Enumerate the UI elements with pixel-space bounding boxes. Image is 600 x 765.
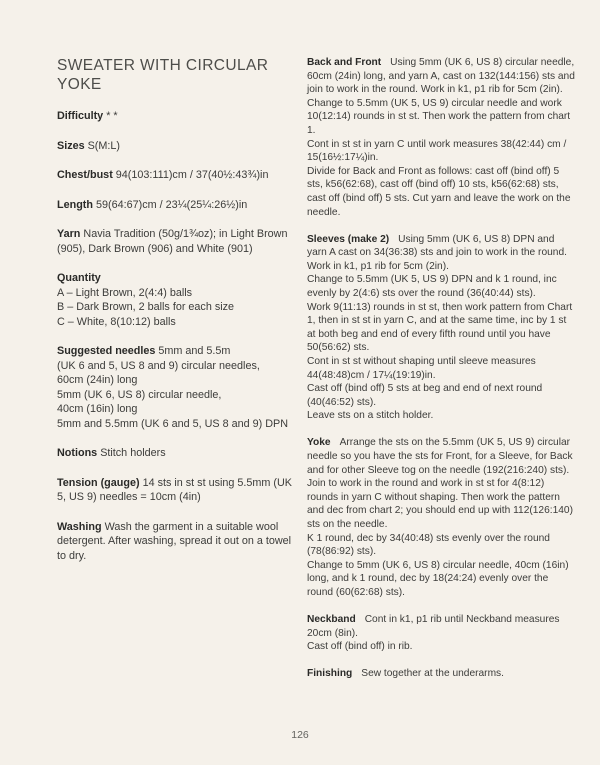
quantity-line-c: C – White, 8(10:12) balls — [57, 315, 176, 328]
spec-notions-value: Stitch holders — [100, 447, 166, 459]
neckband-text-1: Cont in k1, p1 rib until Neckband measures 20cm (8in). — [307, 614, 560, 639]
spec-notions — [57, 446, 297, 461]
needles-line-5: 5mm and 5.5mm (UK 6 and 5, US 8 and 9) DPN — [57, 417, 289, 430]
spec-tension-gauge — [57, 476, 297, 505]
finishing-paragraph-1 — [307, 667, 575, 681]
back-front-paragraph-4: Divide for Back and Front as follows: cast off (bind off) 5 sts, k56(62:68), cast off (bind off) 10 sts, k56(62:68) sts, cast off (bind off) 5 sts. Cut yarn and leave the work on the needle. — [307, 165, 571, 218]
spec-quantity — [57, 271, 297, 329]
spec-length-label: Length — [57, 198, 93, 211]
sleeves-paragraph-4: Cont in st st without shaping until sleeve measures 44(48:48)cm / 17¼(19:19)in. — [307, 355, 536, 381]
yoke-paragraph-2: Join to work in the round and work in st st for 4(8:12) rounds in yarn C without shaping. Then work the pattern and dec from chart 2; you should end up with 112(126:140) sts on the needle. — [307, 478, 573, 530]
sleeves-paragraph-6: Leave sts on a stitch holder. — [307, 410, 434, 422]
back-front-paragraph-2: Change to 5.5mm (UK 5, US 9) circular needle and work 10(12:14) rounds in st st. Then work the pattern from chart 1. — [307, 97, 571, 136]
back-front-paragraph-1 — [307, 56, 575, 97]
spec-yarn-value: Navia Tradition (50g/1¾oz); in Light Brown (905), Dark Brown (906) and White (901) — [57, 228, 288, 255]
spec-tension-gauge-label: Tension (gauge) — [57, 476, 140, 489]
sleeves-paragraph-1 — [307, 233, 575, 274]
sleeves-paragraph-2: Change to 5.5mm (UK 5, US 9) DPN and k 1 round, inc evenly by 2(4:6) sts over the round (36(40:44) sts). — [307, 274, 557, 299]
section-yoke — [307, 436, 575, 599]
sleeves-paragraph-5: Cast off (bind off) 5 sts at beg and end of next round (40(46:52) sts). — [307, 383, 543, 408]
section-finishing — [307, 667, 575, 681]
spec-quantity-label: Quantity — [57, 272, 101, 284]
spec-difficulty — [57, 109, 297, 124]
spec-washing-value: Wash the garment in a suitable wool detergent. After washing, spread it out on a towel to dry. — [57, 520, 292, 562]
page-footer — [0, 729, 600, 741]
spec-sizes — [57, 139, 297, 154]
spec-yarn — [57, 227, 297, 256]
instructions-column — [307, 56, 575, 694]
spec-suggested-needles-label: Suggested needles — [57, 345, 156, 357]
spec-notions-label: Notions — [57, 447, 98, 459]
yoke-paragraph-1 — [307, 436, 575, 477]
spec-tension-gauge-value: 14 sts in st st using 5.5mm (UK 5, US 9) needles = 10cm (4in) — [57, 476, 292, 503]
spec-chest-bust-label: Chest/bust — [57, 169, 113, 181]
back-front-text-1: Using 5mm (UK 6, US 8) circular needle, 60cm (24in) long, and yarn A, cast on 132(144:156) sts and join to work in the round. Work in k1, p1 rib for 5cm (2in). — [307, 57, 575, 96]
spec-length — [57, 198, 297, 213]
needles-line-3: 5mm (UK 6, US 8) circular needle, — [57, 388, 222, 401]
section-back-and-front — [307, 56, 575, 219]
needles-line-4: 40cm (16in) long — [57, 403, 138, 415]
page-title: SWEATER WITH CIRCULAR YOKE — [57, 57, 269, 93]
back-front-paragraph-3: Cont in st st in yarn C until work measures 38(42:44) cm / 15(16½:17¼)in. — [307, 138, 567, 164]
finishing-text-1: Sew together at the underarms. — [361, 668, 504, 680]
needles-line-1: (UK 6 and 5, US 8 and 9) circular needles, — [57, 359, 260, 372]
spec-suggested-needles-lines — [57, 359, 297, 432]
sleeves-text-1: Using 5mm (UK 6, US 8) DPN and yarn A cast on 34(36:38) sts and join to work in the round. Work in k1, p1 rib for 5cm (2in). — [307, 233, 567, 272]
spec-yarn-label: Yarn — [57, 228, 81, 240]
spec-difficulty-value: * * — [106, 110, 118, 122]
spec-washing-label: Washing — [57, 520, 102, 533]
specs-column — [57, 56, 297, 694]
spec-suggested-needles-value: 5mm and 5.5m — [158, 345, 231, 357]
finishing-heading: Finishing — [307, 668, 353, 680]
section-sleeves — [307, 233, 575, 423]
yoke-heading: Yoke — [307, 437, 331, 449]
section-neckband — [307, 613, 575, 654]
spec-quantity-lines — [57, 286, 297, 330]
quantity-line-a: A – Light Brown, 2(4:4) balls — [57, 286, 193, 299]
spec-sizes-value: S(M:L) — [87, 139, 121, 152]
needles-line-2: 60cm (24in) long — [57, 374, 138, 386]
quantity-line-b: B – Dark Brown, 2 balls for each size — [57, 301, 235, 313]
spec-difficulty-label: Difficulty — [57, 110, 104, 122]
yoke-paragraph-3: K 1 round, dec by 34(40:48) sts evenly over the round (78(86:92) sts). — [307, 532, 550, 558]
sleeves-heading: Sleeves (make 2) — [307, 233, 390, 245]
spec-chest-bust-value: 94(103:111)cm / 37(40½:43¾)in — [115, 169, 269, 181]
spec-length-value: 59(64:67)cm / 23¼(25¼:26½)in — [95, 198, 248, 211]
back-front-heading: Back and Front — [307, 57, 382, 68]
yoke-paragraph-4: Change to 5mm (UK 6, US 8) circular needle, 40cm (16in) long, and k 1 round, dec by 18(24:24) evenly over the round (60(62:68) sts). — [307, 559, 569, 598]
neckband-heading: Neckband — [307, 614, 356, 626]
page-number: 126 — [291, 729, 309, 741]
spec-chest-bust — [57, 168, 297, 183]
spec-washing — [57, 520, 297, 564]
yoke-text-1: Arrange the sts on the 5.5mm (UK 5, US 9) circular needle so you have the sts for Front, for a Sleeve, for Back and for other Sleeve tog on the needle (192(216:240) sts). — [307, 437, 573, 476]
spec-suggested-needles — [57, 344, 297, 431]
sleeves-paragraph-3: Work 9(11:13) rounds in st st, then work pattern from Chart 1, then in st st in yarn C, and at the same time, inc by 1 st at both beg and end of every fifth round until you have 50(56:62) sts. — [307, 301, 573, 354]
neckband-paragraph-1 — [307, 613, 575, 640]
neckband-paragraph-2: Cast off (bind off) in rib. — [307, 641, 413, 653]
spec-sizes-label: Sizes — [57, 139, 85, 152]
